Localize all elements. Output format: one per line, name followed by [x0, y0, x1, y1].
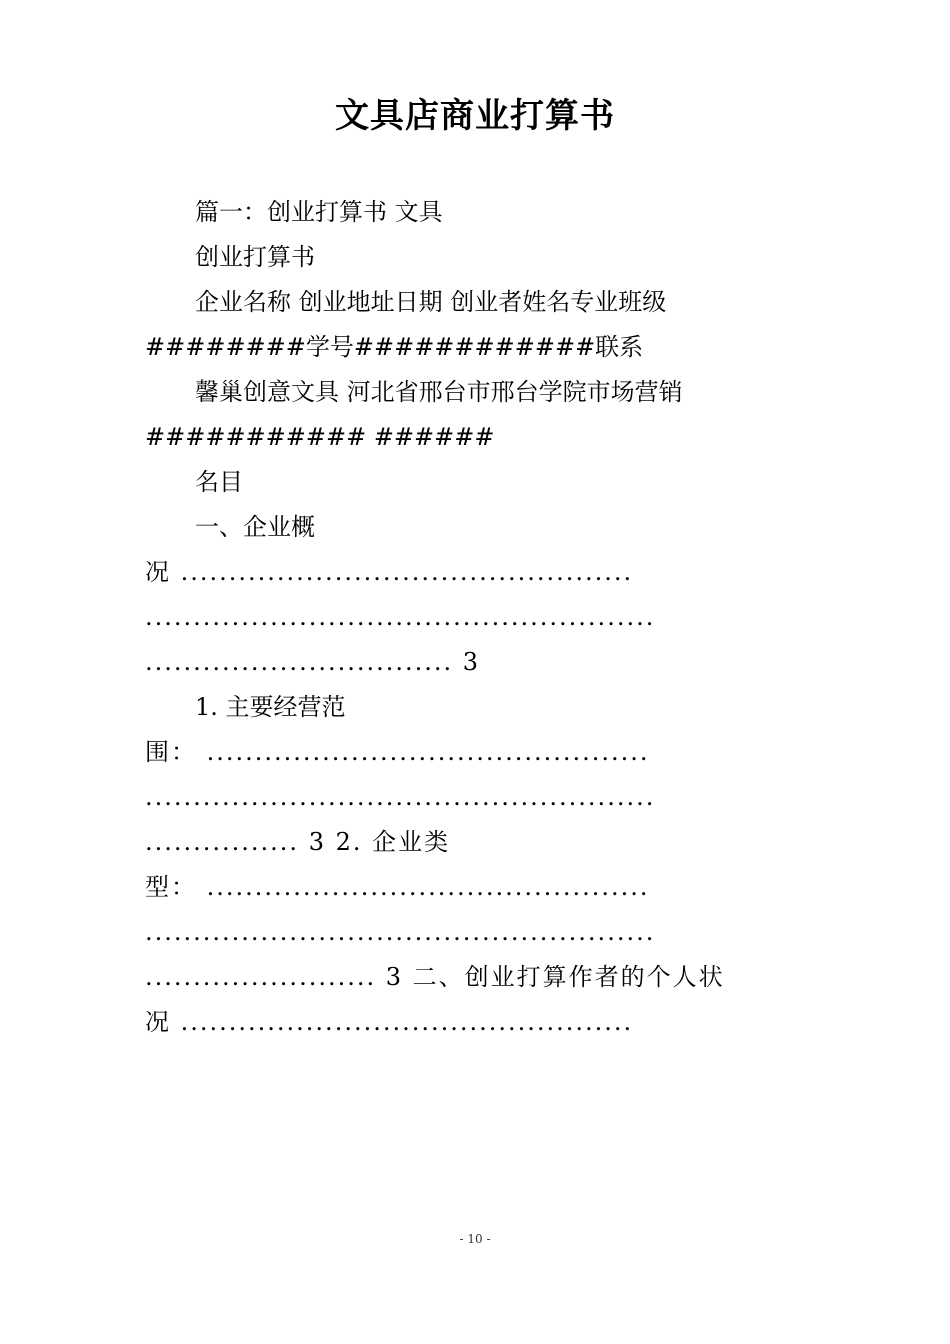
text-line: 企业名称 创业地址日期 创业者姓名专业班级 — [195, 288, 667, 316]
toc-entry: 1. 主要经营范 — [195, 693, 346, 721]
toc-leader: ..................................................... — [145, 603, 656, 631]
page-number: - 10 - — [459, 1232, 491, 1246]
toc-entry: 围： .............................................. — [145, 738, 650, 766]
toc-entry: 况 ............................................... — [145, 558, 634, 586]
toc-leader: ..................................................... — [145, 783, 656, 811]
toc-entry: ................ 3 2. 企业类 — [145, 828, 451, 856]
text-line: 名目 — [195, 468, 243, 496]
toc-entry: 一、企业概 — [195, 513, 315, 541]
text-line: 篇一：创业打算书 文具 — [195, 198, 443, 226]
toc-leader: ................................ 3 — [145, 648, 481, 676]
toc-entry: 况 ............................................... — [145, 1008, 634, 1036]
toc-entry: ........................ 3 二、创业打算作者的个人状 — [145, 963, 725, 991]
text-line: ########学号############联系 — [145, 333, 644, 361]
text-line: 创业打算书 — [195, 243, 315, 271]
text-line: ########### ###### — [145, 423, 495, 451]
text-line: 馨巢创意文具 河北省邢台市邢台学院市场营销 — [195, 378, 683, 406]
document-body — [145, 190, 795, 1045]
toc-entry: 型： .............................................. — [145, 873, 650, 901]
document-title: 文具店商业打算书 — [335, 96, 615, 136]
toc-leader: ..................................................... — [145, 918, 656, 946]
